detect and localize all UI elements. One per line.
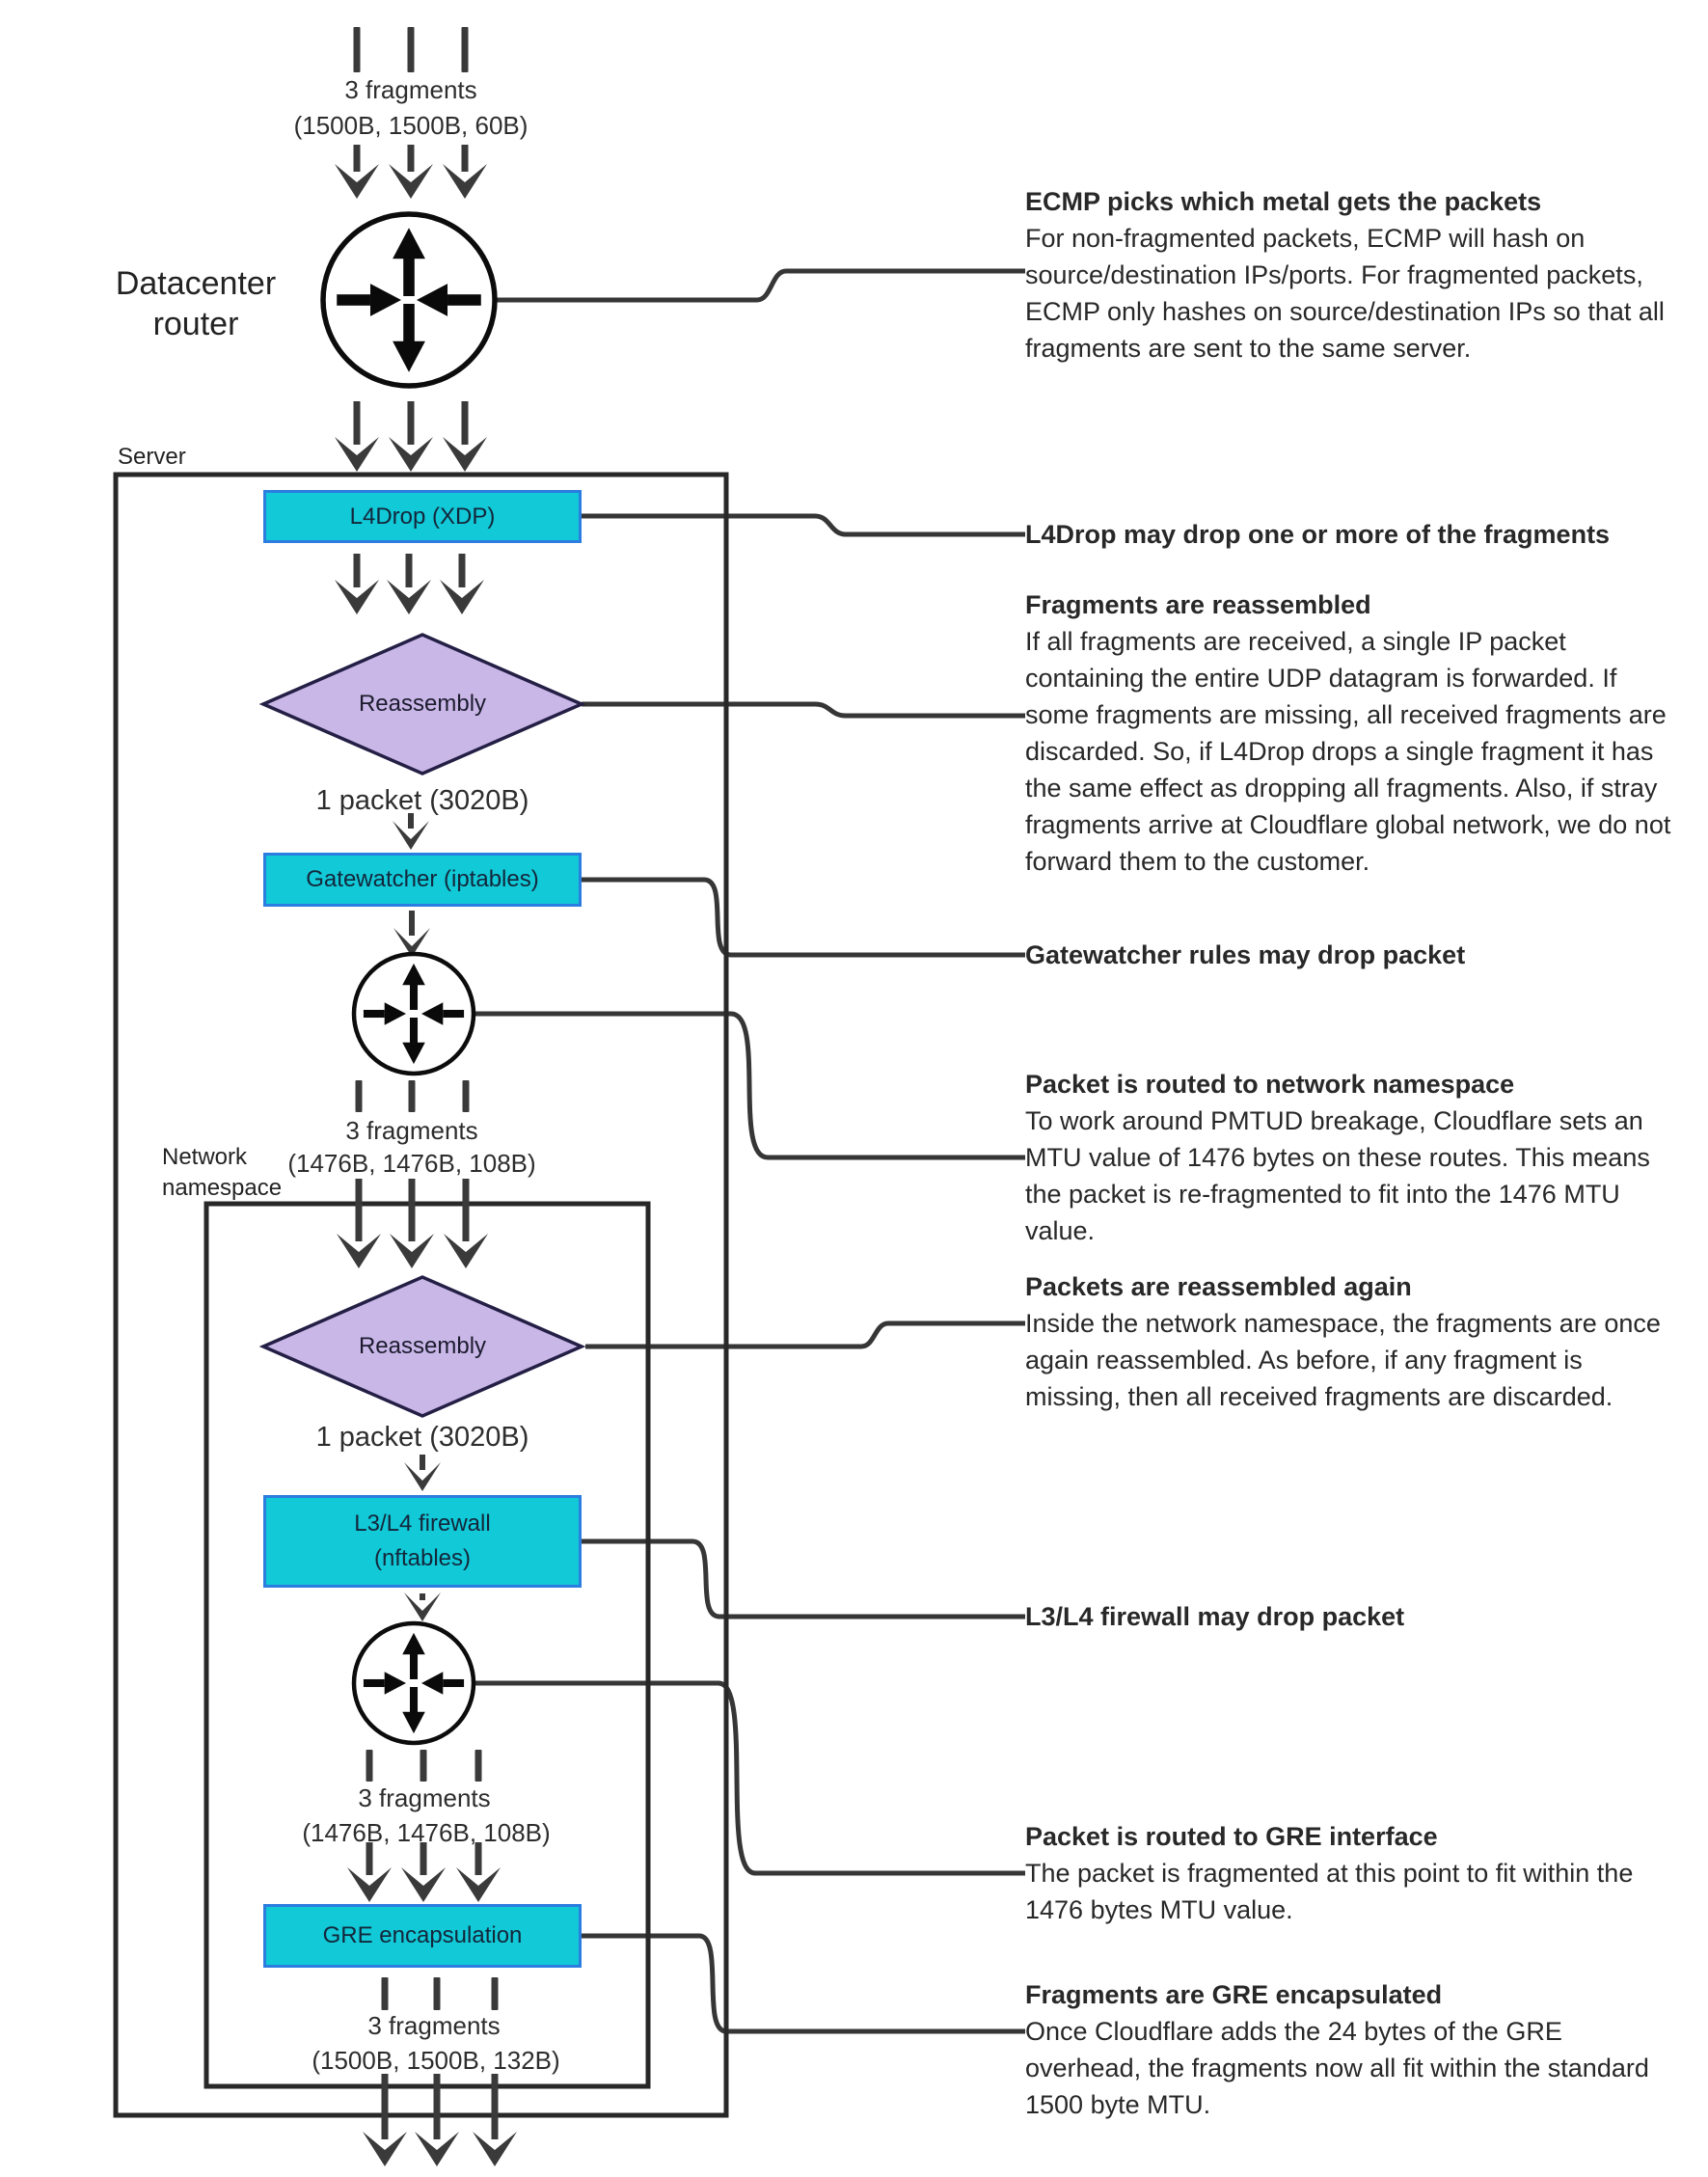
reassembly-2-label: Reassembly xyxy=(358,1333,487,1359)
packet-2-label: 1 packet (3020B) xyxy=(315,1422,529,1453)
l3l4-firewall-label-line1: L3/L4 firewall xyxy=(354,1510,491,1537)
flow-arrow-shaft xyxy=(420,1455,425,1470)
datacenter-router-label: Datacenter router xyxy=(115,265,277,342)
annotation-gre-encapsulated xyxy=(1025,1976,1673,2123)
routing-icon-arrow-shaft xyxy=(410,1652,418,1679)
fragment-tick xyxy=(462,27,469,72)
annotation-gre-interface-body: The packet is fragmented at this point to fit within the 1476 bytes MTU value. xyxy=(1025,1859,1634,1924)
flow-arrow-shaft xyxy=(406,554,413,587)
server-label: Server xyxy=(118,444,186,470)
flow-arrow-shaft xyxy=(462,401,469,445)
flow-arrow-shaft xyxy=(408,145,415,172)
annotation-routed-namespace-heading: Packet is routed to network namespace xyxy=(1025,1070,1515,1099)
flow-arrow-shaft xyxy=(409,1179,416,1241)
mid-fragments-count: 3 fragments xyxy=(345,1116,478,1145)
connector-line xyxy=(582,704,1025,716)
annotation-gre-encapsulated-body: Once Cloudflare adds the 24 bytes of the GRE overhead, the fragments now all fit within the standard 1500 byte MTU. xyxy=(1025,2017,1649,2119)
connector-line xyxy=(582,516,1025,534)
flow-arrow-shaft xyxy=(409,911,415,936)
datacenter-router-icon-arrow-shaft xyxy=(403,304,415,343)
fragment-tick xyxy=(420,1750,427,1782)
fragment-tick xyxy=(366,1750,373,1782)
connector-line xyxy=(472,1014,1025,1157)
gre-in-fragments-count: 3 fragments xyxy=(358,1783,491,1812)
annotation-reassembled-heading: Fragments are reassembled xyxy=(1025,590,1371,619)
gatewatcher-label: Gatewatcher (iptables) xyxy=(306,866,539,892)
packet-1-label: 1 packet (3020B) xyxy=(315,785,529,816)
flow-arrow-shaft xyxy=(463,1179,470,1241)
fragment-tick xyxy=(463,1080,470,1112)
routing-icon-arrow-shaft xyxy=(410,1687,418,1714)
fragment-tick xyxy=(382,1977,389,2010)
flow-arrow-shaft xyxy=(459,554,466,587)
routing-icon-arrow-shaft xyxy=(443,1010,464,1018)
fragment-tick xyxy=(356,1080,363,1112)
out-fragments-count: 3 fragments xyxy=(367,2011,501,2040)
datacenter-router-icon-arrow-shaft xyxy=(337,294,370,306)
connector-line xyxy=(582,880,1025,955)
annotation-ecmp xyxy=(1025,183,1673,367)
annotation-l3l4-heading: L3/L4 firewall may drop packet xyxy=(1025,1602,1405,1631)
fragment-tick xyxy=(475,1750,482,1782)
reassembly-1-label: Reassembly xyxy=(358,691,487,717)
annotation-routed-namespace-body: To work around PMTUD breakage, Cloudflare sets an MTU value of 1476 bytes on these routes. This means the packet is re-fragmented to fit into the 1476 MTU value. xyxy=(1025,1106,1650,1245)
annotation-l3l4 xyxy=(1025,1598,1673,1635)
annotation-reassembled xyxy=(1025,586,1673,880)
annotation-gre-interface-heading: Packet is routed to GRE interface xyxy=(1025,1822,1438,1851)
l4drop-label: L4Drop (XDP) xyxy=(349,503,496,530)
annotation-ecmp-heading: ECMP picks which metal gets the packets xyxy=(1025,187,1542,216)
annotation-reassembled-again xyxy=(1025,1268,1673,1415)
fragment-tick xyxy=(354,27,361,72)
datacenter-router-icon-arrow-shaft xyxy=(447,294,481,306)
gre-encapsulation-node xyxy=(263,1904,582,1968)
flow-arrow-shaft xyxy=(354,401,361,445)
flow-arrow-shaft xyxy=(492,2074,499,2139)
flow-arrow-shaft xyxy=(462,145,469,172)
connector-line xyxy=(474,1683,1025,1873)
annotation-gre-encapsulated-heading: Fragments are GRE encapsulated xyxy=(1025,1980,1443,2009)
annotation-reassembled-body: If all fragments are received, a single IP packet containing the entire UDP datagram is forwarded. If some fragments are missing, all received fragments are discarded. So, if L4Drop drops a single fragment it has the same effect as dropping all fragments. Also, if stray fragments arrive at Cloudflare global network, we do not forward them to the customer. xyxy=(1025,627,1671,876)
connector-line xyxy=(585,1323,1025,1347)
mid-fragments-sizes: (1476B, 1476B, 108B) xyxy=(287,1149,536,1178)
network-namespace-label: Network namespace xyxy=(162,1144,283,1201)
annotation-l4drop xyxy=(1025,516,1673,553)
l3l4-firewall-node xyxy=(263,1495,582,1588)
fragment-tick xyxy=(408,27,415,72)
flow-arrow-shaft xyxy=(408,401,415,445)
out-fragments-sizes: (1500B, 1500B, 132B) xyxy=(312,2046,560,2075)
connector-line xyxy=(495,271,1025,300)
routing-icon-arrow-shaft xyxy=(410,983,418,1010)
fragment-tick xyxy=(434,1977,441,2010)
annotation-ecmp-body: For non-fragmented packets, ECMP will hash on source/destination IPs/ports. For fragmented packets, ECMP only hashes on source/destination IPs so that all fragments are sent to the same server. xyxy=(1025,224,1665,363)
annotation-gre-interface xyxy=(1025,1818,1673,1928)
flow-arrow-shaft xyxy=(354,145,361,172)
flow-arrow-shaft xyxy=(354,554,361,587)
routing-icon-arrow-shaft xyxy=(364,1010,385,1018)
flow-arrow-shaft xyxy=(382,2074,389,2139)
routing-icon-arrow-shaft xyxy=(443,1679,464,1687)
annotation-l4drop-heading: L4Drop may drop one or more of the fragments xyxy=(1025,520,1611,549)
datacenter-router-icon-arrow-shaft xyxy=(403,257,415,296)
flow-arrow-shaft xyxy=(434,2074,441,2139)
gre-in-fragments-sizes: (1476B, 1476B, 108B) xyxy=(302,1818,551,1847)
fragment-tick xyxy=(492,1977,499,2010)
gatewatcher-node xyxy=(263,853,582,907)
annotation-routed-namespace xyxy=(1025,1066,1673,1249)
annotation-reassembled-again-heading: Packets are reassembled again xyxy=(1025,1272,1412,1301)
fragment-tick xyxy=(409,1080,416,1112)
top-fragments-count: 3 fragments xyxy=(344,75,477,104)
routing-icon-arrow-shaft xyxy=(364,1679,385,1687)
top-fragments-sizes: (1500B, 1500B, 60B) xyxy=(293,111,529,140)
routing-icon-arrow-shaft xyxy=(410,1018,418,1045)
annotation-reassembled-again-body: Inside the network namespace, the fragments are once again reassembled. As before, if any fragment is missing, then all received fragments are discarded. xyxy=(1025,1309,1661,1411)
flow-arrow-shaft xyxy=(356,1179,363,1241)
annotation-gatewatcher-heading: Gatewatcher rules may drop packet xyxy=(1025,940,1466,969)
annotation-gatewatcher xyxy=(1025,937,1673,973)
flow-arrow-shaft xyxy=(420,1593,425,1600)
l4drop-node xyxy=(263,490,582,543)
gre-encapsulation-label: GRE encapsulation xyxy=(322,1922,523,1948)
l3l4-firewall-label-line2: (nftables) xyxy=(373,1545,472,1571)
